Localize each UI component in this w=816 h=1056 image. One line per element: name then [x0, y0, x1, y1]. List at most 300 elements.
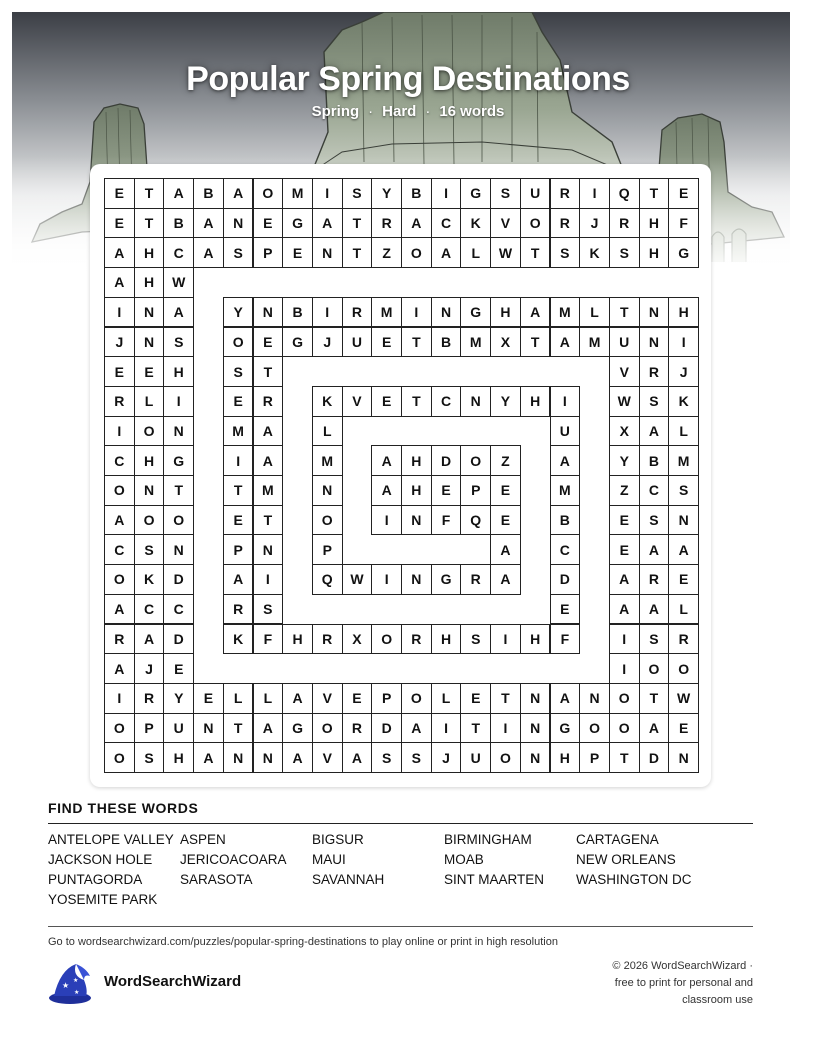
grid-cell[interactable]: A: [609, 564, 640, 595]
grid-cell[interactable]: N: [401, 505, 432, 536]
grid-cell[interactable]: A: [253, 445, 284, 476]
grid-cell[interactable]: T: [490, 683, 521, 714]
grid-cell[interactable]: A: [401, 713, 432, 744]
grid-cell[interactable]: N: [312, 237, 343, 268]
grid-cell[interactable]: J: [579, 208, 610, 239]
grid-cell[interactable]: E: [253, 327, 284, 358]
grid-cell[interactable]: A: [282, 683, 313, 714]
grid-cell[interactable]: V: [312, 683, 343, 714]
grid-cell[interactable]: R: [668, 624, 699, 655]
grid-cell[interactable]: G: [163, 445, 194, 476]
grid-cell[interactable]: P: [223, 534, 254, 565]
grid-cell[interactable]: O: [401, 683, 432, 714]
grid-cell[interactable]: L: [253, 683, 284, 714]
grid-cell[interactable]: A: [550, 445, 581, 476]
grid-cell[interactable]: T: [223, 713, 254, 744]
grid-cell[interactable]: E: [253, 208, 284, 239]
grid-cell[interactable]: U: [163, 713, 194, 744]
grid-cell[interactable]: P: [134, 713, 165, 744]
grid-cell[interactable]: S: [639, 624, 670, 655]
grid-cell[interactable]: T: [134, 208, 165, 239]
grid-cell[interactable]: T: [639, 683, 670, 714]
grid-cell[interactable]: I: [253, 564, 284, 595]
grid-cell[interactable]: B: [639, 445, 670, 476]
grid-cell[interactable]: L: [579, 297, 610, 328]
grid-cell[interactable]: E: [550, 594, 581, 625]
grid-cell[interactable]: M: [312, 445, 343, 476]
grid-cell[interactable]: K: [223, 624, 254, 655]
grid-cell[interactable]: L: [668, 416, 699, 447]
grid-cell[interactable]: V: [342, 386, 373, 417]
grid-cell[interactable]: O: [223, 327, 254, 358]
grid-cell[interactable]: T: [520, 237, 551, 268]
grid-cell[interactable]: C: [163, 594, 194, 625]
grid-cell[interactable]: S: [639, 386, 670, 417]
grid-cell[interactable]: H: [668, 297, 699, 328]
grid-cell[interactable]: J: [104, 327, 135, 358]
grid-cell[interactable]: A: [104, 594, 135, 625]
grid-cell[interactable]: S: [371, 742, 402, 773]
grid-cell[interactable]: R: [460, 564, 491, 595]
grid-cell[interactable]: I: [550, 386, 581, 417]
grid-cell[interactable]: A: [104, 505, 135, 536]
grid-cell[interactable]: T: [520, 327, 551, 358]
grid-cell[interactable]: T: [163, 475, 194, 506]
grid-cell[interactable]: E: [223, 505, 254, 536]
grid-cell[interactable]: O: [253, 178, 284, 209]
grid-cell[interactable]: H: [550, 742, 581, 773]
grid-cell[interactable]: N: [134, 297, 165, 328]
grid-cell[interactable]: L: [223, 683, 254, 714]
grid-cell[interactable]: A: [639, 534, 670, 565]
grid-cell[interactable]: T: [401, 327, 432, 358]
grid-cell[interactable]: M: [223, 416, 254, 447]
grid-cell[interactable]: M: [253, 475, 284, 506]
grid-cell[interactable]: I: [104, 297, 135, 328]
grid-cell[interactable]: G: [282, 713, 313, 744]
grid-cell[interactable]: A: [193, 237, 224, 268]
grid-cell[interactable]: E: [668, 564, 699, 595]
grid-cell[interactable]: A: [490, 564, 521, 595]
grid-cell[interactable]: T: [342, 208, 373, 239]
grid-cell[interactable]: P: [579, 742, 610, 773]
grid-cell[interactable]: I: [609, 653, 640, 684]
grid-cell[interactable]: C: [134, 594, 165, 625]
grid-cell[interactable]: A: [342, 742, 373, 773]
grid-cell[interactable]: N: [668, 742, 699, 773]
grid-cell[interactable]: B: [401, 178, 432, 209]
grid-cell[interactable]: R: [312, 624, 343, 655]
grid-cell[interactable]: I: [490, 713, 521, 744]
grid-cell[interactable]: A: [193, 208, 224, 239]
grid-cell[interactable]: A: [668, 534, 699, 565]
grid-cell[interactable]: U: [609, 327, 640, 358]
grid-cell[interactable]: E: [371, 386, 402, 417]
grid-cell[interactable]: A: [371, 445, 402, 476]
grid-cell[interactable]: H: [163, 742, 194, 773]
grid-cell[interactable]: M: [550, 297, 581, 328]
grid-cell[interactable]: R: [550, 178, 581, 209]
grid-cell[interactable]: B: [282, 297, 313, 328]
grid-cell[interactable]: U: [460, 742, 491, 773]
grid-cell[interactable]: N: [431, 297, 462, 328]
grid-cell[interactable]: W: [490, 237, 521, 268]
grid-cell[interactable]: D: [163, 624, 194, 655]
grid-cell[interactable]: E: [371, 327, 402, 358]
grid-cell[interactable]: A: [104, 267, 135, 298]
grid-cell[interactable]: R: [609, 208, 640, 239]
grid-cell[interactable]: E: [193, 683, 224, 714]
grid-cell[interactable]: R: [104, 386, 135, 417]
grid-cell[interactable]: H: [490, 297, 521, 328]
grid-cell[interactable]: N: [520, 742, 551, 773]
grid-cell[interactable]: I: [609, 624, 640, 655]
grid-cell[interactable]: D: [163, 564, 194, 595]
grid-cell[interactable]: H: [134, 267, 165, 298]
grid-cell[interactable]: R: [371, 208, 402, 239]
grid-cell[interactable]: L: [668, 594, 699, 625]
grid-cell[interactable]: I: [312, 297, 343, 328]
grid-cell[interactable]: N: [253, 742, 284, 773]
grid-cell[interactable]: N: [639, 297, 670, 328]
grid-cell[interactable]: J: [668, 356, 699, 387]
grid-cell[interactable]: C: [550, 534, 581, 565]
grid-cell[interactable]: H: [639, 237, 670, 268]
grid-cell[interactable]: O: [639, 653, 670, 684]
grid-cell[interactable]: C: [431, 208, 462, 239]
grid-cell[interactable]: I: [579, 178, 610, 209]
grid-cell[interactable]: X: [609, 416, 640, 447]
grid-cell[interactable]: R: [134, 683, 165, 714]
grid-cell[interactable]: W: [342, 564, 373, 595]
grid-cell[interactable]: R: [223, 594, 254, 625]
grid-cell[interactable]: F: [668, 208, 699, 239]
grid-cell[interactable]: K: [460, 208, 491, 239]
grid-cell[interactable]: M: [579, 327, 610, 358]
grid-cell[interactable]: I: [371, 505, 402, 536]
grid-cell[interactable]: S: [639, 505, 670, 536]
grid-cell[interactable]: C: [163, 237, 194, 268]
grid-cell[interactable]: E: [668, 713, 699, 744]
grid-cell[interactable]: N: [223, 742, 254, 773]
grid-cell[interactable]: R: [342, 297, 373, 328]
grid-cell[interactable]: O: [490, 742, 521, 773]
grid-cell[interactable]: G: [460, 297, 491, 328]
grid-cell[interactable]: I: [490, 624, 521, 655]
grid-cell[interactable]: O: [520, 208, 551, 239]
grid-cell[interactable]: B: [431, 327, 462, 358]
grid-cell[interactable]: L: [460, 237, 491, 268]
grid-cell[interactable]: W: [668, 683, 699, 714]
grid-cell[interactable]: J: [134, 653, 165, 684]
grid-cell[interactable]: A: [193, 742, 224, 773]
grid-cell[interactable]: S: [253, 594, 284, 625]
grid-cell[interactable]: M: [668, 445, 699, 476]
grid-cell[interactable]: N: [134, 475, 165, 506]
grid-cell[interactable]: T: [253, 505, 284, 536]
grid-cell[interactable]: M: [460, 327, 491, 358]
grid-cell[interactable]: D: [371, 713, 402, 744]
grid-cell[interactable]: D: [639, 742, 670, 773]
grid-cell[interactable]: E: [163, 653, 194, 684]
grid-cell[interactable]: A: [431, 237, 462, 268]
grid-cell[interactable]: N: [401, 564, 432, 595]
grid-cell[interactable]: O: [104, 475, 135, 506]
grid-cell[interactable]: V: [609, 356, 640, 387]
grid-cell[interactable]: H: [163, 356, 194, 387]
grid-cell[interactable]: H: [431, 624, 462, 655]
grid-cell[interactable]: B: [163, 208, 194, 239]
grid-cell[interactable]: I: [431, 178, 462, 209]
grid-cell[interactable]: I: [401, 297, 432, 328]
grid-cell[interactable]: A: [401, 208, 432, 239]
grid-cell[interactable]: N: [520, 713, 551, 744]
grid-cell[interactable]: T: [253, 356, 284, 387]
grid-cell[interactable]: W: [163, 267, 194, 298]
grid-cell[interactable]: A: [104, 237, 135, 268]
grid-cell[interactable]: M: [371, 297, 402, 328]
grid-cell[interactable]: A: [639, 416, 670, 447]
grid-cell[interactable]: Q: [312, 564, 343, 595]
grid-cell[interactable]: E: [104, 356, 135, 387]
grid-cell[interactable]: A: [163, 297, 194, 328]
grid-cell[interactable]: N: [639, 327, 670, 358]
grid-cell[interactable]: E: [668, 178, 699, 209]
grid-cell[interactable]: Y: [163, 683, 194, 714]
grid-cell[interactable]: N: [253, 534, 284, 565]
grid-cell[interactable]: J: [431, 742, 462, 773]
grid-cell[interactable]: O: [609, 683, 640, 714]
grid-cell[interactable]: O: [401, 237, 432, 268]
grid-cell[interactable]: O: [579, 713, 610, 744]
grid-cell[interactable]: G: [282, 208, 313, 239]
grid-cell[interactable]: O: [460, 445, 491, 476]
grid-cell[interactable]: Y: [371, 178, 402, 209]
grid-cell[interactable]: R: [342, 713, 373, 744]
grid-cell[interactable]: N: [579, 683, 610, 714]
grid-cell[interactable]: E: [282, 237, 313, 268]
grid-cell[interactable]: J: [312, 327, 343, 358]
grid-cell[interactable]: U: [342, 327, 373, 358]
grid-cell[interactable]: H: [134, 237, 165, 268]
grid-cell[interactable]: N: [460, 386, 491, 417]
grid-cell[interactable]: U: [520, 178, 551, 209]
grid-cell[interactable]: L: [312, 416, 343, 447]
grid-cell[interactable]: Y: [609, 445, 640, 476]
grid-cell[interactable]: R: [639, 356, 670, 387]
grid-cell[interactable]: A: [253, 713, 284, 744]
grid-cell[interactable]: X: [490, 327, 521, 358]
grid-cell[interactable]: I: [163, 386, 194, 417]
grid-cell[interactable]: M: [550, 475, 581, 506]
grid-cell[interactable]: Y: [490, 386, 521, 417]
grid-cell[interactable]: K: [579, 237, 610, 268]
grid-cell[interactable]: I: [223, 445, 254, 476]
grid-cell[interactable]: A: [550, 683, 581, 714]
grid-cell[interactable]: N: [668, 505, 699, 536]
grid-cell[interactable]: H: [282, 624, 313, 655]
grid-cell[interactable]: O: [609, 713, 640, 744]
grid-cell[interactable]: T: [342, 237, 373, 268]
grid-cell[interactable]: U: [550, 416, 581, 447]
grid-cell[interactable]: Z: [490, 445, 521, 476]
grid-cell[interactable]: H: [401, 475, 432, 506]
grid-cell[interactable]: I: [668, 327, 699, 358]
grid-cell[interactable]: O: [312, 505, 343, 536]
grid-cell[interactable]: X: [342, 624, 373, 655]
grid-cell[interactable]: B: [193, 178, 224, 209]
grid-cell[interactable]: A: [223, 178, 254, 209]
grid-cell[interactable]: G: [550, 713, 581, 744]
grid-cell[interactable]: S: [134, 534, 165, 565]
grid-cell[interactable]: R: [639, 564, 670, 595]
grid-cell[interactable]: C: [639, 475, 670, 506]
grid-cell[interactable]: T: [639, 178, 670, 209]
grid-cell[interactable]: A: [609, 594, 640, 625]
grid-cell[interactable]: O: [104, 564, 135, 595]
grid-cell[interactable]: F: [431, 505, 462, 536]
grid-cell[interactable]: P: [312, 534, 343, 565]
grid-cell[interactable]: H: [134, 445, 165, 476]
grid-cell[interactable]: E: [460, 683, 491, 714]
grid-cell[interactable]: E: [609, 505, 640, 536]
grid-cell[interactable]: O: [134, 416, 165, 447]
grid-cell[interactable]: A: [223, 564, 254, 595]
grid-cell[interactable]: S: [550, 237, 581, 268]
grid-cell[interactable]: G: [460, 178, 491, 209]
grid-cell[interactable]: Z: [609, 475, 640, 506]
grid-cell[interactable]: V: [312, 742, 343, 773]
grid-cell[interactable]: C: [431, 386, 462, 417]
grid-cell[interactable]: R: [253, 386, 284, 417]
grid-cell[interactable]: A: [520, 297, 551, 328]
grid-cell[interactable]: A: [639, 594, 670, 625]
grid-cell[interactable]: S: [609, 237, 640, 268]
grid-cell[interactable]: H: [639, 208, 670, 239]
grid-cell[interactable]: Z: [371, 237, 402, 268]
grid-cell[interactable]: H: [401, 445, 432, 476]
grid-cell[interactable]: P: [371, 683, 402, 714]
grid-cell[interactable]: E: [490, 475, 521, 506]
grid-cell[interactable]: S: [223, 356, 254, 387]
grid-cell[interactable]: O: [134, 505, 165, 536]
grid-cell[interactable]: R: [104, 624, 135, 655]
grid-cell[interactable]: H: [520, 386, 551, 417]
grid-cell[interactable]: A: [490, 534, 521, 565]
grid-cell[interactable]: A: [312, 208, 343, 239]
grid-cell[interactable]: O: [668, 653, 699, 684]
grid-cell[interactable]: P: [253, 237, 284, 268]
grid-cell[interactable]: I: [312, 178, 343, 209]
grid-cell[interactable]: N: [163, 416, 194, 447]
grid-cell[interactable]: E: [490, 505, 521, 536]
grid-cell[interactable]: G: [668, 237, 699, 268]
grid-cell[interactable]: A: [134, 624, 165, 655]
grid-cell[interactable]: A: [282, 742, 313, 773]
grid-cell[interactable]: E: [134, 356, 165, 387]
grid-cell[interactable]: N: [193, 713, 224, 744]
grid-cell[interactable]: T: [609, 297, 640, 328]
grid-cell[interactable]: Y: [223, 297, 254, 328]
grid-cell[interactable]: S: [460, 624, 491, 655]
grid-cell[interactable]: L: [431, 683, 462, 714]
grid-cell[interactable]: A: [104, 653, 135, 684]
grid-cell[interactable]: P: [460, 475, 491, 506]
grid-cell[interactable]: T: [609, 742, 640, 773]
grid-cell[interactable]: Q: [460, 505, 491, 536]
grid-cell[interactable]: S: [223, 237, 254, 268]
grid-cell[interactable]: T: [134, 178, 165, 209]
grid-cell[interactable]: L: [134, 386, 165, 417]
grid-cell[interactable]: V: [490, 208, 521, 239]
grid-cell[interactable]: S: [668, 475, 699, 506]
grid-cell[interactable]: O: [312, 713, 343, 744]
grid-cell[interactable]: D: [431, 445, 462, 476]
grid-cell[interactable]: E: [104, 208, 135, 239]
grid-cell[interactable]: I: [371, 564, 402, 595]
grid-cell[interactable]: N: [134, 327, 165, 358]
grid-cell[interactable]: S: [342, 178, 373, 209]
grid-cell[interactable]: O: [104, 742, 135, 773]
grid-cell[interactable]: N: [163, 534, 194, 565]
grid-cell[interactable]: A: [253, 416, 284, 447]
grid-cell[interactable]: O: [163, 505, 194, 536]
grid-cell[interactable]: W: [609, 386, 640, 417]
grid-cell[interactable]: K: [668, 386, 699, 417]
grid-cell[interactable]: I: [431, 713, 462, 744]
grid-cell[interactable]: S: [163, 327, 194, 358]
grid-cell[interactable]: E: [342, 683, 373, 714]
grid-cell[interactable]: A: [163, 178, 194, 209]
grid-cell[interactable]: R: [550, 208, 581, 239]
grid-cell[interactable]: F: [550, 624, 581, 655]
grid-cell[interactable]: A: [550, 327, 581, 358]
grid-cell[interactable]: M: [282, 178, 313, 209]
grid-cell[interactable]: T: [401, 386, 432, 417]
grid-cell[interactable]: I: [104, 683, 135, 714]
grid-cell[interactable]: S: [401, 742, 432, 773]
grid-cell[interactable]: N: [223, 208, 254, 239]
grid-cell[interactable]: A: [371, 475, 402, 506]
grid-cell[interactable]: R: [401, 624, 432, 655]
grid-cell[interactable]: H: [520, 624, 551, 655]
grid-cell[interactable]: N: [253, 297, 284, 328]
grid-cell[interactable]: O: [104, 713, 135, 744]
grid-cell[interactable]: E: [431, 475, 462, 506]
grid-cell[interactable]: T: [460, 713, 491, 744]
grid-cell[interactable]: C: [104, 534, 135, 565]
grid-cell[interactable]: N: [312, 475, 343, 506]
grid-cell[interactable]: G: [431, 564, 462, 595]
grid-cell[interactable]: C: [104, 445, 135, 476]
grid-cell[interactable]: A: [639, 713, 670, 744]
grid-cell[interactable]: E: [223, 386, 254, 417]
grid-cell[interactable]: S: [490, 178, 521, 209]
grid-cell[interactable]: I: [104, 416, 135, 447]
grid-cell[interactable]: B: [550, 505, 581, 536]
grid-cell[interactable]: K: [134, 564, 165, 595]
grid-cell[interactable]: S: [134, 742, 165, 773]
grid-cell[interactable]: N: [520, 683, 551, 714]
grid-cell[interactable]: D: [550, 564, 581, 595]
grid-cell[interactable]: E: [104, 178, 135, 209]
grid-cell[interactable]: Q: [609, 178, 640, 209]
grid-cell[interactable]: F: [253, 624, 284, 655]
grid-cell[interactable]: T: [223, 475, 254, 506]
grid-cell[interactable]: G: [282, 327, 313, 358]
grid-cell[interactable]: O: [371, 624, 402, 655]
grid-cell[interactable]: E: [609, 534, 640, 565]
